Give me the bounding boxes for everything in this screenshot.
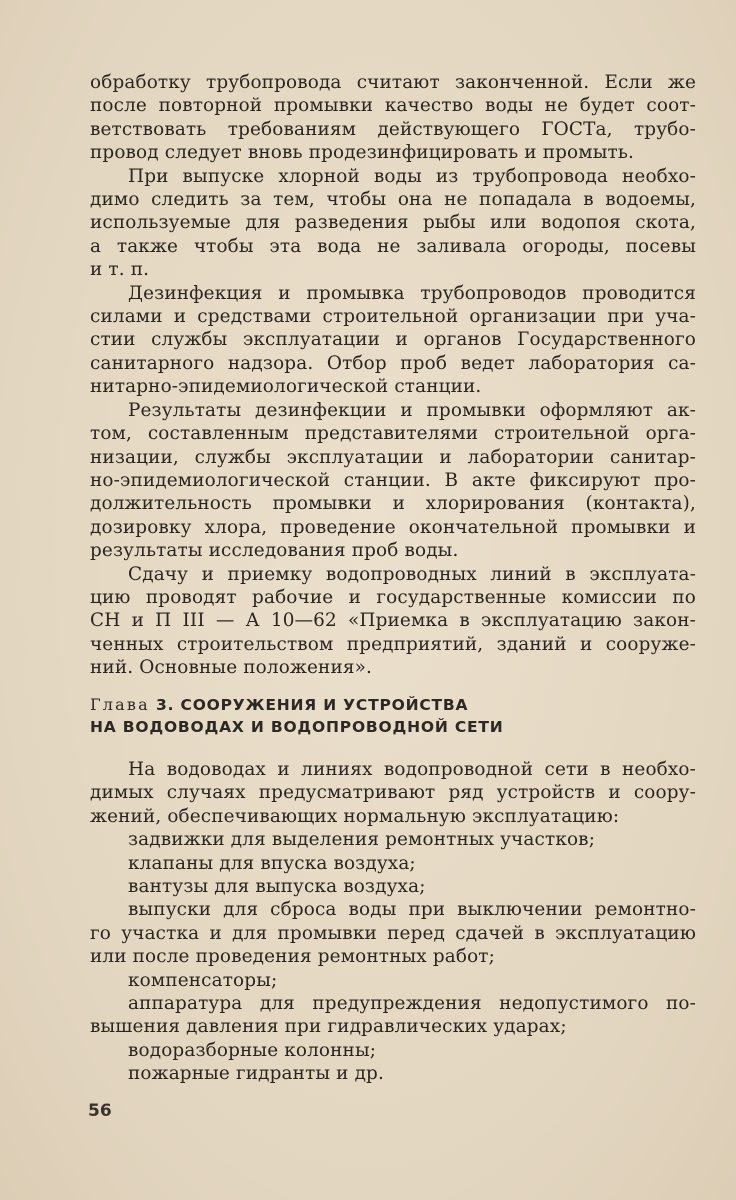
text-line: санитарного надзора. Отбор проб ведет лаборатория са- <box>90 352 696 374</box>
text-line: нитарно-эпидемиологической станции. <box>90 376 482 398</box>
page-number: 56 <box>88 1101 112 1121</box>
list-item <box>90 898 696 968</box>
text-line: ний. Основные положения». <box>90 657 372 679</box>
text-line: жений, обеспечивающих нормальную эксплуатацию: <box>90 805 620 827</box>
text-line: го участка и для промывки перед сдачей в эксплуатацию <box>90 922 696 944</box>
text-line: но-эпидемиологической станции. В акте фиксируют про- <box>90 469 696 491</box>
list-item <box>90 1062 696 1085</box>
chapter-word: Глава <box>90 695 150 714</box>
list-item <box>90 969 696 992</box>
text-line: и т. п. <box>90 259 150 281</box>
paragraph <box>90 282 696 399</box>
text-line: ветствовать требованиям действующего ГОСТа, трубо- <box>90 118 696 140</box>
text-line: или после проведения ремонтных работ; <box>90 946 495 968</box>
text-line: дозировку хлора, проведение окончательной промывки и <box>90 516 696 538</box>
chapter-title: 3. СООРУЖЕНИЯ И УСТРОЙСТВА <box>156 696 469 714</box>
chapter-heading-line-2: НА ВОДОВОДАХ И ВОДОПРОВОДНОЙ СЕТИ <box>90 718 504 736</box>
text-line: цию проводят рабочие и государственные комиссии по <box>90 586 696 608</box>
list-item <box>90 852 696 875</box>
text-line: должительность промывки и хлорирования (контакта), <box>90 493 696 515</box>
body-text-bottom <box>90 758 696 1086</box>
text-line: пожарные гидранты и др. <box>128 1063 384 1085</box>
body-text-top <box>90 71 696 680</box>
text-line: На водоводах и линиях водопроводной сети в необхо- <box>128 759 696 780</box>
text-line: результаты исследования проб воды. <box>90 540 459 562</box>
text-line: низации, службы эксплуатации и лаборатории санитар- <box>90 446 696 468</box>
text-line: выпуски для сброса воды при выключении ремонтно- <box>128 899 696 921</box>
text-line: Сдачу и приемку водопроводных линий в эксплуата- <box>128 563 696 585</box>
text-line: используемые для разведения рыбы или водопоя скота, <box>90 212 696 234</box>
text-line: вышения давления при гидравлических ударах; <box>90 1016 567 1038</box>
text-line: аппаратура для предупреждения недопустимого по- <box>128 993 696 1015</box>
text-line: силами и средствами строительной организации при уча- <box>90 306 696 328</box>
text-line: компенсаторы; <box>128 969 278 991</box>
text-line: после повторной промывки качество воды не будет соот- <box>90 95 696 117</box>
paragraph <box>90 399 696 563</box>
text-line: клапаны для впуска воздуха; <box>128 852 416 874</box>
text-line: провод следует вновь продезинфицировать и промыть. <box>90 142 634 164</box>
list <box>90 828 696 1085</box>
paragraph <box>90 71 696 165</box>
list-item <box>90 875 696 898</box>
text-line: стии службы эксплуатации и органов Государственного <box>90 329 696 351</box>
text-line: При выпуске хлорной воды из трубопровода необхо- <box>128 165 696 187</box>
text-line: а также чтобы эта вода не заливала огороды, посевы <box>90 235 696 257</box>
text-line: задвижки для выделения ремонтных участков; <box>128 829 596 851</box>
list-item <box>90 828 696 851</box>
text-line: СН и П III — А 10—62 «Приемка в эксплуатацию закон- <box>90 610 696 632</box>
text-line: Результаты дезинфекции и промывки оформляют ак- <box>128 399 696 421</box>
chapter-heading <box>90 694 696 738</box>
text-line: обработку трубопровода считают законченной. Если же <box>90 72 696 93</box>
list-item <box>90 1039 696 1062</box>
text-line: вантузы для выпуска воздуха; <box>128 876 426 898</box>
text-line: ченных строительством предприятий, зданий и сооруже- <box>90 633 696 655</box>
paragraph <box>90 563 696 680</box>
list-item <box>90 992 696 1039</box>
paragraph <box>90 165 696 282</box>
paragraph <box>90 758 696 828</box>
text-line: димых случаях предусматривают ряд устройств и соору- <box>90 782 696 804</box>
text-line: Дезинфекция и промывка трубопроводов проводится <box>128 282 696 304</box>
text-line: водоразборные колонны; <box>128 1039 377 1061</box>
chapter-heading-line-1 <box>90 694 696 716</box>
text-line: том, составленным представителями строительной орга- <box>90 423 696 445</box>
text-line: димо следить за тем, чтобы она не попадала в водоемы, <box>90 189 696 211</box>
